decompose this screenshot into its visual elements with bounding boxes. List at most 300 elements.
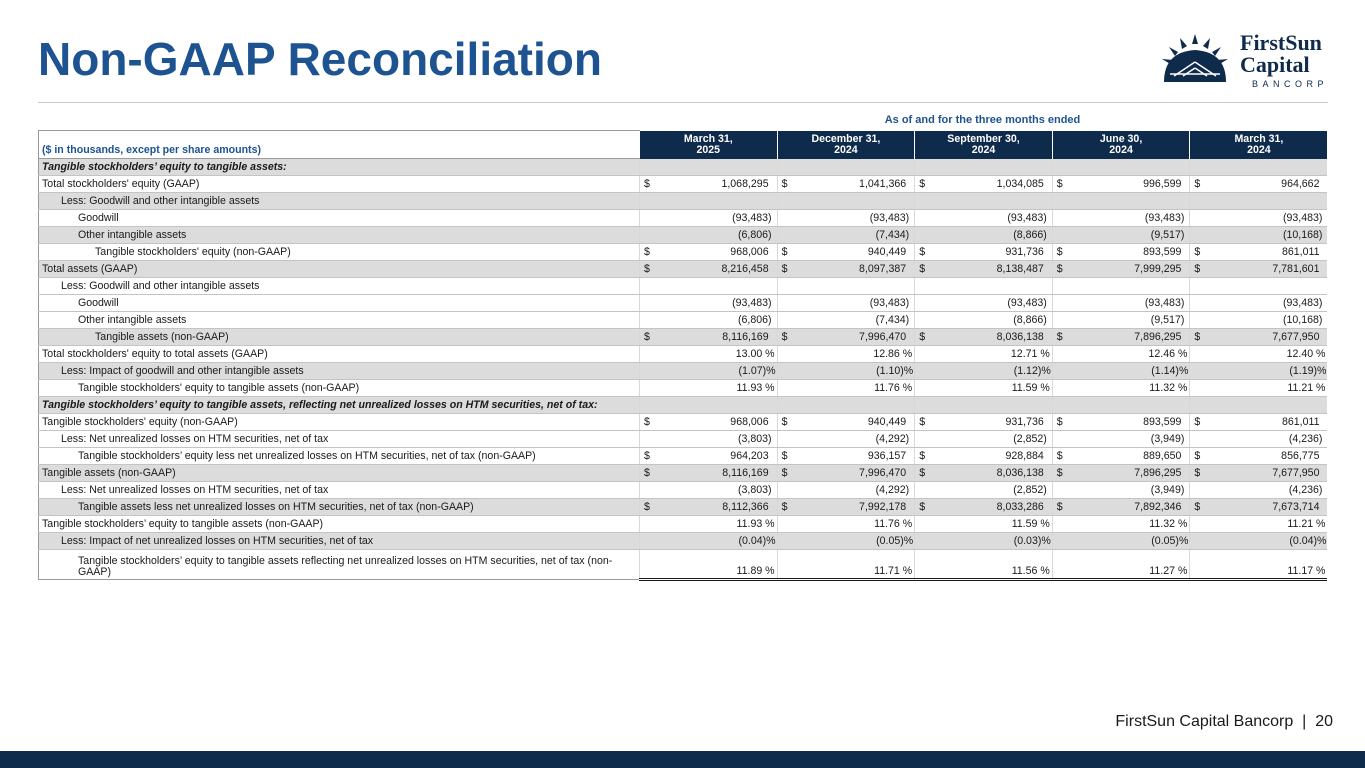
currency-symbol: $: [919, 331, 926, 343]
section-header-row: [39, 397, 1328, 414]
value-cell: [640, 159, 778, 176]
value-cell: [1052, 550, 1190, 580]
currency-symbol: $: [1194, 331, 1201, 343]
value-cell: [1052, 414, 1190, 431]
value-cell: [1052, 363, 1190, 380]
cell-value: 931,736: [1005, 246, 1044, 258]
value-cell: [640, 431, 778, 448]
currency-symbol: $: [644, 178, 650, 190]
cell-value: (0.04)%: [738, 535, 776, 547]
value-cell: [915, 550, 1053, 580]
cell-value: (93,483): [1144, 212, 1185, 224]
cell-value: (3,949): [1150, 484, 1185, 496]
cell-value: 11.93 %: [736, 382, 775, 394]
cell-value: 7,999,295: [1134, 263, 1182, 275]
value-cell: [1052, 176, 1190, 193]
currency-symbol: $: [644, 331, 650, 343]
value-cell: [777, 431, 915, 448]
value-cell: [777, 193, 915, 210]
cell-value: (0.05)%: [876, 535, 914, 547]
value-cell: [1052, 448, 1190, 465]
cell-value: 11.21 %: [1287, 518, 1326, 530]
company-logo: [1150, 30, 1335, 90]
value-cell: [915, 244, 1053, 261]
cell-value: 7,992,178: [859, 501, 907, 513]
value-cell: [1052, 482, 1190, 499]
currency-symbol: $: [644, 467, 650, 479]
currency-symbol: $: [644, 416, 650, 428]
cell-value: 7,996,470: [859, 331, 907, 343]
value-cell: [915, 159, 1053, 176]
value-cell: [1052, 278, 1190, 295]
value-cell: [1190, 448, 1328, 465]
cell-value: 7,896,295: [1134, 467, 1182, 479]
cell-value: (8,866): [1013, 314, 1047, 326]
value-cell: [777, 210, 915, 227]
column-header: December 31, 2024: [777, 131, 915, 159]
value-cell: [1190, 312, 1328, 329]
value-cell: [777, 516, 915, 533]
table-row: [39, 380, 1328, 397]
row-label: Less: Goodwill and other intangible assets: [39, 193, 640, 210]
row-label: Tangible stockholders' equity (non-GAAP): [39, 414, 640, 431]
row-label: Less: Goodwill and other intangible assets: [39, 278, 640, 295]
cell-value: (4,236): [1288, 484, 1323, 496]
value-cell: [915, 533, 1053, 550]
cell-value: (8,866): [1013, 229, 1047, 241]
currency-symbol: $: [919, 246, 926, 258]
cell-value: 11.71 %: [874, 565, 913, 577]
cell-value: (9,517): [1150, 314, 1185, 326]
currency-symbol: $: [644, 246, 650, 258]
value-cell: [915, 380, 1053, 397]
currency-symbol: $: [1056, 178, 1063, 190]
value-cell: [640, 227, 778, 244]
value-cell: [915, 499, 1053, 516]
value-cell: [1190, 210, 1328, 227]
cell-value: 8,033,286: [996, 501, 1044, 513]
value-cell: [1190, 346, 1328, 363]
cell-value: (7,434): [875, 229, 910, 241]
currency-symbol: $: [919, 416, 926, 428]
value-cell: [1052, 193, 1190, 210]
value-cell: [777, 346, 915, 363]
value-cell: [640, 261, 778, 278]
value-cell: [1190, 465, 1328, 482]
value-cell: [1052, 210, 1190, 227]
currency-symbol: $: [1194, 178, 1201, 190]
table-row: [39, 193, 1328, 210]
value-cell: [1052, 346, 1190, 363]
table-row: [39, 176, 1328, 193]
value-cell: [640, 533, 778, 550]
cell-value: (93,483): [732, 297, 772, 309]
cell-value: 964,203: [730, 450, 769, 462]
value-cell: [777, 414, 915, 431]
page-title: Non-GAAP Reconciliation: [38, 33, 602, 85]
currency-symbol: $: [1194, 263, 1201, 275]
column-header: September 30, 2024: [915, 131, 1053, 159]
table-row: [39, 499, 1328, 516]
currency-symbol: $: [781, 263, 788, 275]
table-row: [39, 363, 1328, 380]
value-cell: [1190, 363, 1328, 380]
value-cell: [1190, 414, 1328, 431]
currency-symbol: $: [919, 501, 926, 513]
value-cell: [777, 329, 915, 346]
currency-symbol: $: [919, 178, 926, 190]
cell-value: 11.89 %: [736, 565, 775, 577]
cell-value: 11.76 %: [874, 518, 913, 530]
value-cell: [1190, 278, 1328, 295]
cell-value: 7,996,470: [859, 467, 907, 479]
cell-value: (4,292): [875, 433, 910, 445]
cell-value: (6,806): [738, 314, 772, 326]
currency-symbol: $: [1194, 246, 1201, 258]
currency-symbol: $: [919, 450, 926, 462]
cell-value: 11.93 %: [736, 518, 775, 530]
value-cell: [777, 499, 915, 516]
value-cell: [1052, 397, 1190, 414]
row-label: Less: Net unrealized losses on HTM securities, net of tax: [39, 431, 640, 448]
table-row: [39, 431, 1328, 448]
cell-value: (2,852): [1013, 484, 1047, 496]
cell-value: 8,036,138: [996, 331, 1044, 343]
cell-value: 7,781,601: [1272, 263, 1320, 275]
currency-symbol: $: [781, 450, 788, 462]
value-cell: [1052, 329, 1190, 346]
cell-value: (4,292): [875, 484, 910, 496]
value-cell: [777, 278, 915, 295]
cell-value: 11.27 %: [1149, 565, 1188, 577]
currency-symbol: $: [1056, 246, 1063, 258]
value-cell: [777, 363, 915, 380]
value-cell: [777, 312, 915, 329]
row-label: Tangible stockholders’ equity to tangible assets (non-GAAP): [39, 516, 640, 533]
row-label: Goodwill: [39, 210, 640, 227]
currency-symbol: $: [781, 246, 788, 258]
cell-value: (9,517): [1150, 229, 1185, 241]
cell-value: 856,775: [1281, 450, 1320, 462]
value-cell: [1052, 261, 1190, 278]
value-cell: [777, 550, 915, 580]
table-row: [39, 329, 1328, 346]
cell-value: (93,483): [1007, 297, 1047, 309]
cell-value: 861,011: [1281, 416, 1320, 428]
currency-symbol: $: [1056, 331, 1063, 343]
row-label: Tangible assets (non-GAAP): [39, 329, 640, 346]
cell-value: 7,673,714: [1272, 501, 1320, 513]
currency-symbol: $: [1056, 416, 1063, 428]
cell-value: (1.10)%: [876, 365, 914, 377]
value-cell: [1190, 176, 1328, 193]
table-row: [39, 210, 1328, 227]
cell-value: 12.40 %: [1286, 348, 1326, 360]
row-label: Tangible stockholders’ equity to tangible assets reflecting net unrealized losses on HTM securities, net of tax (non-GAAP): [39, 550, 640, 580]
value-cell: [1190, 516, 1328, 533]
value-cell: [915, 363, 1053, 380]
value-cell: [777, 465, 915, 482]
currency-symbol: $: [781, 331, 788, 343]
cell-value: 7,892,346: [1134, 501, 1182, 513]
table-row: [39, 346, 1328, 363]
value-cell: [640, 176, 778, 193]
cell-value: 7,677,950: [1272, 331, 1320, 343]
value-cell: [1190, 482, 1328, 499]
value-cell: [915, 346, 1053, 363]
cell-value: 1,034,085: [996, 178, 1044, 190]
cell-value: (1.12)%: [1013, 365, 1051, 377]
value-cell: [915, 482, 1053, 499]
table-row: [39, 261, 1328, 278]
currency-symbol: $: [1056, 467, 1063, 479]
value-cell: [1052, 380, 1190, 397]
currency-symbol: $: [1056, 263, 1063, 275]
cell-value: 11.32 %: [1149, 518, 1188, 530]
value-cell: [1052, 431, 1190, 448]
row-label: Other intangible assets: [39, 227, 640, 244]
currency-symbol: $: [644, 263, 650, 275]
cell-value: (10,168): [1283, 314, 1323, 326]
value-cell: [1052, 312, 1190, 329]
currency-symbol: $: [781, 467, 788, 479]
value-cell: [1190, 499, 1328, 516]
cell-value: (0.04)%: [1289, 535, 1327, 547]
reconciliation-table: [38, 130, 1327, 581]
currency-symbol: $: [1056, 450, 1063, 462]
table-row: [39, 448, 1328, 465]
value-cell: [915, 397, 1053, 414]
cell-value: (93,483): [869, 212, 910, 224]
row-label: Total assets (GAAP): [39, 261, 640, 278]
value-cell: [915, 465, 1053, 482]
value-cell: [915, 329, 1053, 346]
table-row: [39, 482, 1328, 499]
row-label: Total stockholders' equity to total assets (GAAP): [39, 346, 640, 363]
value-cell: [1052, 227, 1190, 244]
cell-value: (4,236): [1288, 433, 1323, 445]
value-cell: [777, 227, 915, 244]
row-label: Tangible stockholders' equity to tangible assets (non-GAAP): [39, 380, 640, 397]
cell-value: 11.59 %: [1011, 518, 1050, 530]
cell-value: 889,650: [1143, 450, 1182, 462]
column-header: March 31, 2025: [640, 131, 778, 159]
currency-symbol: $: [781, 501, 788, 513]
column-header: March 31, 2024: [1190, 131, 1328, 159]
value-cell: [640, 465, 778, 482]
currency-symbol: $: [919, 263, 926, 275]
table-row: [39, 533, 1328, 550]
footer-page-label: FirstSun Capital Bancorp | 20: [1115, 713, 1333, 730]
value-cell: [777, 380, 915, 397]
value-cell: [1052, 516, 1190, 533]
row-label: Tangible stockholders' equity (non-GAAP): [39, 244, 640, 261]
logo-wordmark: FirstSun Capital BANCORP: [1240, 30, 1329, 89]
cell-value: 11.32 %: [1149, 382, 1188, 394]
cell-value: 1,068,295: [721, 178, 769, 190]
cell-value: (93,483): [1007, 212, 1047, 224]
cell-value: 8,116,169: [722, 331, 769, 343]
cell-value: (10,168): [1283, 229, 1323, 241]
value-cell: [1190, 550, 1328, 580]
value-cell: [1052, 159, 1190, 176]
cell-value: 964,662: [1281, 178, 1320, 190]
cell-value: 861,011: [1281, 246, 1320, 258]
cell-value: (6,806): [738, 229, 772, 241]
value-cell: [640, 397, 778, 414]
row-label: Total stockholders' equity (GAAP): [39, 176, 640, 193]
value-cell: [777, 448, 915, 465]
cell-value: (2,852): [1013, 433, 1047, 445]
label-column-header: ($ in thousands, except per share amounts): [39, 131, 640, 159]
value-cell: [1052, 533, 1190, 550]
cell-value: 1,041,366: [859, 178, 907, 190]
value-cell: [915, 227, 1053, 244]
value-cell: [640, 329, 778, 346]
cell-value: 8,116,169: [722, 467, 769, 479]
value-cell: [915, 261, 1053, 278]
currency-symbol: $: [1194, 467, 1201, 479]
cell-value: 11.17 %: [1287, 565, 1326, 577]
row-label: Less: Impact of net unrealized losses on HTM securities, net of tax: [39, 533, 640, 550]
row-label: Other intangible assets: [39, 312, 640, 329]
value-cell: [1190, 261, 1328, 278]
row-label: Tangible stockholders’ equity less net unrealized losses on HTM securities, net of tax (non-GAAP): [39, 448, 640, 465]
cell-value: (93,483): [869, 297, 910, 309]
cell-value: 893,599: [1143, 246, 1182, 258]
value-cell: [777, 397, 915, 414]
cell-value: 13.00 %: [735, 348, 775, 360]
period-super-header: As of and for the three months ended: [884, 114, 1081, 126]
value-cell: [777, 295, 915, 312]
value-cell: [777, 244, 915, 261]
value-cell: [1190, 193, 1328, 210]
table-row: [39, 227, 1328, 244]
cell-value: (1.07)%: [738, 365, 776, 377]
cell-value: (93,483): [1144, 297, 1185, 309]
table-row: [39, 295, 1328, 312]
table-row: [39, 465, 1328, 482]
value-cell: [1190, 431, 1328, 448]
value-cell: [915, 312, 1053, 329]
cell-value: 7,677,950: [1272, 467, 1320, 479]
table-row: [39, 516, 1328, 533]
table-row: [39, 414, 1328, 431]
cell-value: 11.21 %: [1287, 382, 1326, 394]
value-cell: [640, 346, 778, 363]
value-cell: [640, 363, 778, 380]
value-cell: [777, 159, 915, 176]
cell-value: 8,036,138: [996, 467, 1044, 479]
row-label: Less: Impact of goodwill and other intangible assets: [39, 363, 640, 380]
value-cell: [1190, 295, 1328, 312]
value-cell: [1052, 499, 1190, 516]
row-label: Less: Net unrealized losses on HTM securities, net of tax: [39, 482, 640, 499]
cell-value: (1.14)%: [1151, 365, 1189, 377]
currency-symbol: $: [644, 450, 650, 462]
value-cell: [640, 448, 778, 465]
footer-bar: [0, 751, 1365, 768]
value-cell: [915, 176, 1053, 193]
value-cell: [1052, 244, 1190, 261]
value-cell: [640, 278, 778, 295]
cell-value: 968,006: [730, 246, 769, 258]
table-row: [39, 312, 1328, 329]
value-cell: [777, 261, 915, 278]
value-cell: [777, 482, 915, 499]
value-cell: [640, 193, 778, 210]
cell-value: (0.05)%: [1151, 535, 1189, 547]
value-cell: [640, 499, 778, 516]
table-row: [39, 550, 1328, 580]
value-cell: [640, 482, 778, 499]
value-cell: [777, 176, 915, 193]
cell-value: 928,884: [1005, 450, 1044, 462]
value-cell: [1190, 533, 1328, 550]
cell-value: 11.76 %: [874, 382, 913, 394]
cell-value: 12.71 %: [1010, 348, 1050, 360]
cell-value: (93,483): [1283, 297, 1323, 309]
table-row: [39, 278, 1328, 295]
value-cell: [1190, 227, 1328, 244]
title-divider: [38, 102, 1328, 103]
cell-value: 8,216,458: [721, 263, 769, 275]
value-cell: [915, 193, 1053, 210]
section-header-row: [39, 159, 1328, 176]
value-cell: [640, 550, 778, 580]
value-cell: [640, 414, 778, 431]
cell-value: (93,483): [732, 212, 772, 224]
currency-symbol: $: [1194, 501, 1201, 513]
value-cell: [640, 295, 778, 312]
currency-symbol: $: [1056, 501, 1063, 513]
cell-value: 936,157: [867, 450, 907, 462]
value-cell: [1190, 244, 1328, 261]
value-cell: [915, 448, 1053, 465]
currency-symbol: $: [781, 416, 788, 428]
cell-value: (93,483): [1283, 212, 1323, 224]
cell-value: 968,006: [730, 416, 769, 428]
value-cell: [640, 210, 778, 227]
cell-value: (3,949): [1150, 433, 1185, 445]
currency-symbol: $: [919, 467, 926, 479]
value-cell: [640, 516, 778, 533]
cell-value: 931,736: [1005, 416, 1044, 428]
value-cell: [1190, 159, 1328, 176]
cell-value: 11.59 %: [1011, 382, 1050, 394]
value-cell: [777, 533, 915, 550]
cell-value: 940,449: [867, 246, 907, 258]
row-label: Tangible stockholders’ equity to tangible assets, reflecting net unrealized losses on HTM securities, net of tax:: [39, 397, 640, 414]
cell-value: 8,112,366: [722, 501, 769, 513]
cell-value: 940,449: [867, 416, 907, 428]
value-cell: [1190, 380, 1328, 397]
cell-value: (3,803): [738, 433, 772, 445]
currency-symbol: $: [1194, 450, 1201, 462]
sunburst-logo-icon: [1150, 30, 1240, 90]
cell-value: 12.46 %: [1148, 348, 1188, 360]
value-cell: [1190, 397, 1328, 414]
column-header: June 30, 2024: [1052, 131, 1190, 159]
row-label: Tangible assets less net unrealized losses on HTM securities, net of tax (non-GAAP): [39, 499, 640, 516]
row-label: Tangible assets (non-GAAP): [39, 465, 640, 482]
value-cell: [915, 278, 1053, 295]
cell-value: 8,097,387: [859, 263, 907, 275]
table-header-row: [39, 131, 1328, 159]
row-label: Goodwill: [39, 295, 640, 312]
cell-value: 7,896,295: [1134, 331, 1182, 343]
table-row: [39, 244, 1328, 261]
